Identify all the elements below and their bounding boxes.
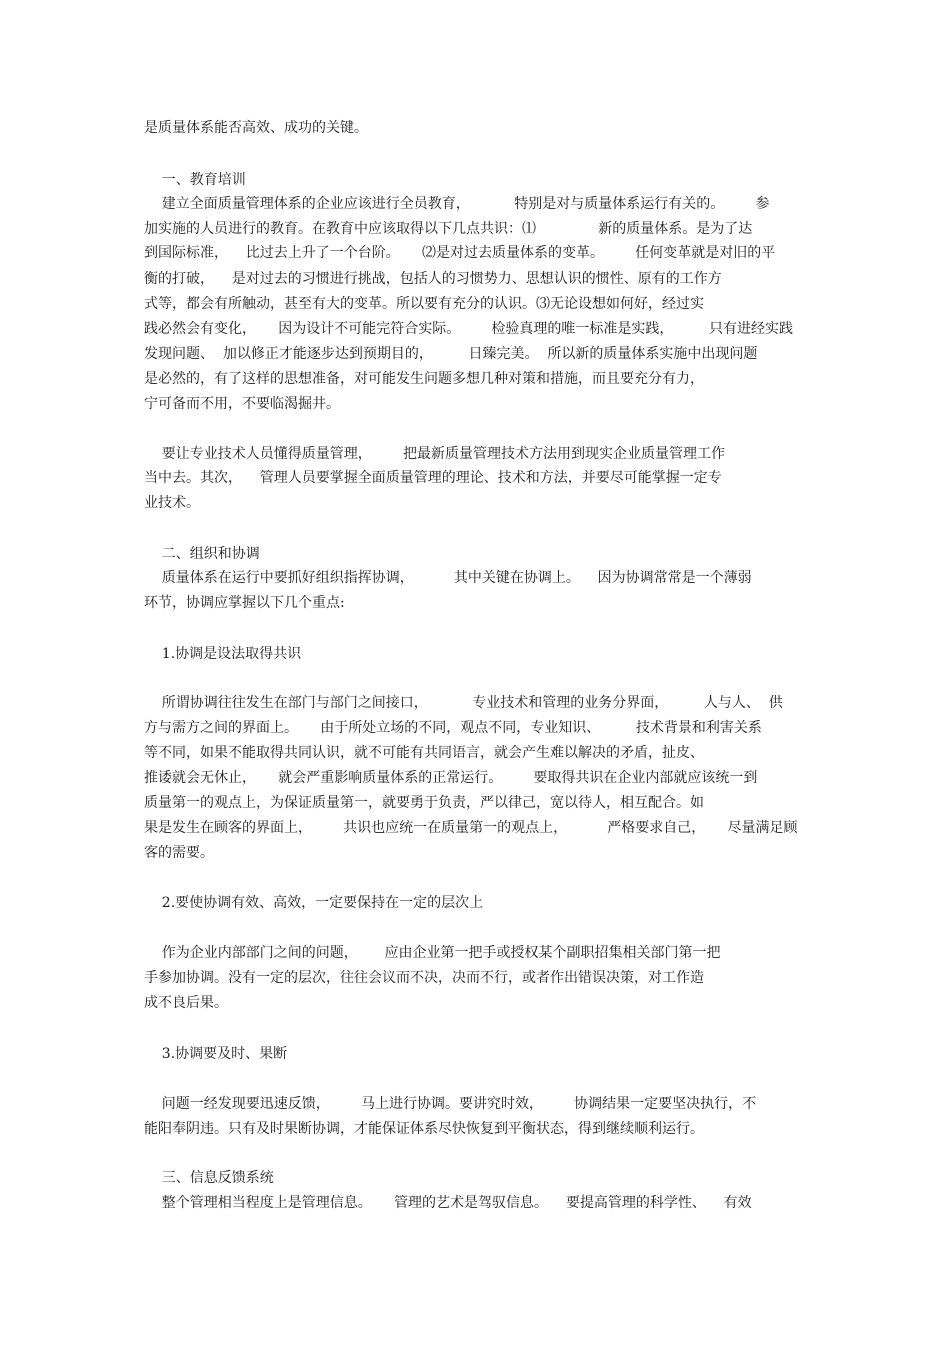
text-line: 质量第一的观点上，为保证质量第一，就要勇于负责，严以律己，宽以待人，相互配合。如 [144,795,704,811]
text-line: 建立全面质量管理体系的企业应该进行全员教育， 特别是对与质量体系运行有关的。 参 [144,196,770,212]
text-line: 是必然的，有了这样的思想准备，对可能发生问题多想几种对策和措施，而且要充分有力， [144,371,704,387]
text-line: 环节，协调应掌握以下几个重点: [144,595,345,611]
text-line: 客的需要。 [144,845,214,861]
text-line: 整个管理相当程度上是管理信息。 管理的艺术是驾驭信息。 要提高管理的科学性、 有效 [144,1195,752,1211]
section-heading: 一、教育培训 [144,172,246,188]
subsection-heading: 2.要使协调有效、高效，一定要保持在一定的层次上 [144,895,484,911]
text-line: 质量体系在运行中要抓好组织指挥协调， 其中关键在协调上。 因为协调常常是一个薄弱 [144,570,752,586]
text-line: 业技术。 [144,495,200,511]
text-line: 所谓协调往往发生在部门与部门之间接口， 专业技术和管理的业务分界面， 人与人、 供 [144,695,783,711]
text-line: 方与需方之间的界面上。 由于所处立场的不同，观点不同，专业知识、 技术背景和利害关系 [144,720,762,736]
text-line: 是质量体系能否高效、成功的关键。 [144,120,368,136]
text-line: 践必然会有变化， 因为设计不可能完符合实际。 检验真理的唯一标准是实践， 只有进经实践 [144,321,794,337]
text-line: 手参加协调。没有一定的层次，往往会议而不决，决而不行，或者作出错误决策，对工作造 [144,970,704,986]
text-line: 加实施的人员进行的教育。在教育中应该取得以下几点共识：⑴ 新的质量体系。是为了达 [144,221,753,237]
text-line: 衡的打破， 是对过去的习惯进行挑战，包括人的习惯势力、思想认识的惯性、原有的工作方 [144,271,722,287]
text-line: 成不良后果。 [144,995,228,1011]
text-line: 当中去。其次， 管理人员要掌握全面质量管理的理论、技术和方法，并要尽可能掌握一定专 [144,470,722,486]
section-heading: 三、信息反馈系统 [144,1170,274,1186]
text-line: 式等，都会有所触动，甚至有大的变革。所以要有充分的认识。⑶无论设想如何好，经过实 [144,296,704,312]
subsection-heading: 1.协调是设法取得共识 [144,646,302,662]
text-line: 问题一经发现要迅速反馈， 马上进行协调。要讲究时效， 协调结果一定要坚决执行，不 [144,1096,757,1112]
text-line: 推诿就会无休止， 就会严重影响质量体系的正常运行。 要取得共识在企业内部就应该统一到 [144,770,758,786]
text-line: 果是发生在顾客的界面上， 共识也应统一在质量第一的观点上， 严格要求自己， 尽量满足顾 [144,820,798,836]
text-line: 要让专业技术人员懂得质量管理， 把最新质量管理技术方法用到现实企业质量管理工作 [144,446,725,462]
text-line: 作为企业内部部门之间的问题， 应由企业第一把手或授权某个副职招集相关部门第一把 [144,945,721,961]
subsection-heading: 3.协调要及时、果断 [144,1046,288,1062]
text-line: 发现问题、 加以修正才能逐步达到预期目的， 日臻完美。 所以新的质量体系实施中出现问题 [144,346,758,362]
text-line: 到国际标准， 比过去上升了一个台阶。 ⑵是对过去质量体系的变革。 任何变革就是对旧的平 [144,245,776,261]
section-heading: 二、组织和协调 [144,546,260,562]
text-line: 宁可备而不用，不要临渴掘井。 [144,396,340,412]
text-line: 能阳奉阴违。只有及时果断协调，才能保证体系尽快恢复到平衡状态，得到继续顺利运行。 [144,1121,704,1137]
text-line: 等不同，如果不能取得共同认识，就不可能有共同语言，就会产生难以解决的矛盾，扯皮、 [144,745,704,761]
